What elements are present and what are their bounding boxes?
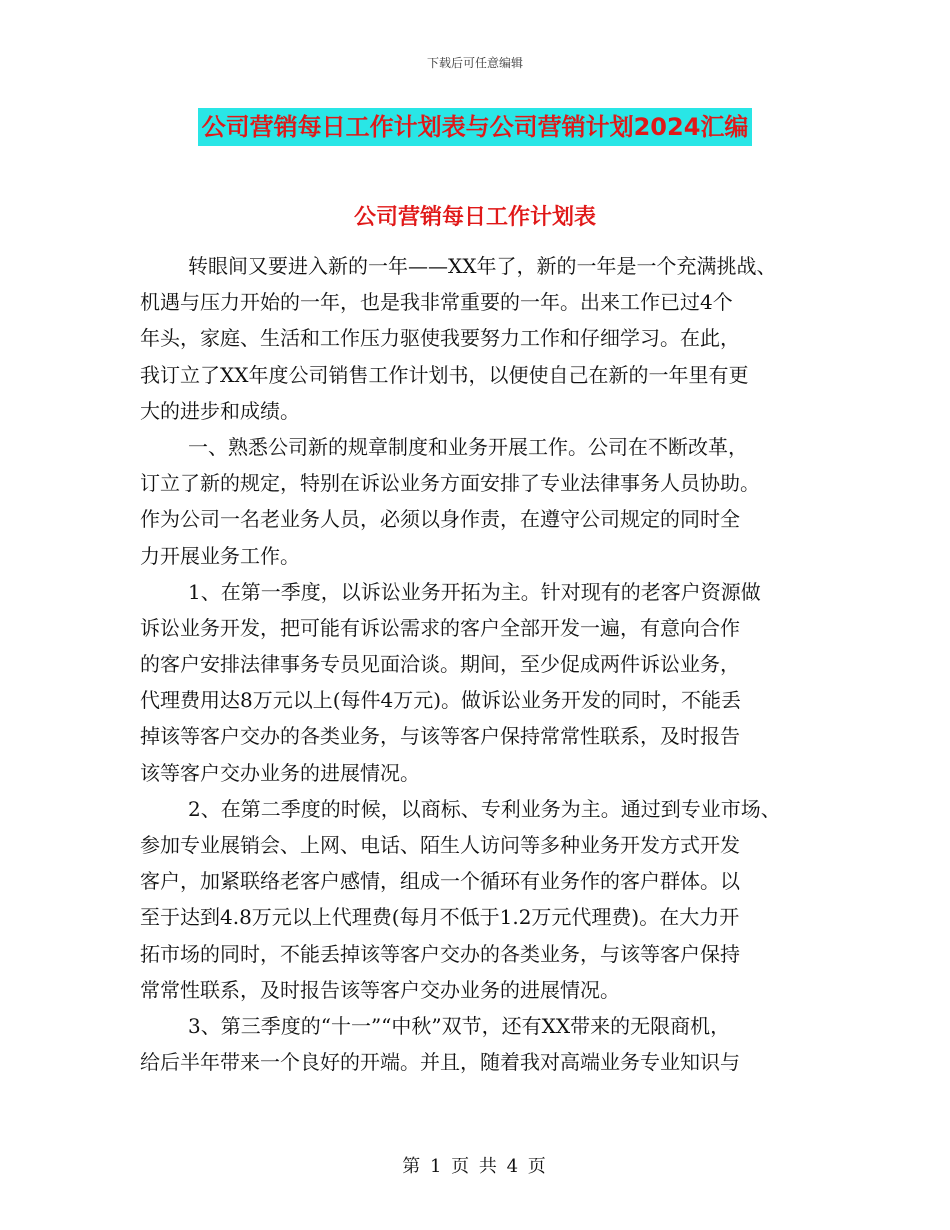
body-line: 年头，家庭、生活和工作压力驱使我要努力工作和仔细学习。在此，: [140, 326, 740, 351]
body-line: 给后半年带来一个良好的开端。并且，随着我对高端业务专业知识与: [140, 1050, 740, 1075]
body-line: 至于达到4.8万元以上代理费(每月不低于1.2万元代理费)。在大力开: [140, 905, 740, 930]
body-line: 3、第三季度的“十一”“中秋”双节，还有XX带来的无限商机，: [188, 1013, 731, 1038]
body-line: 诉讼业务开发，把可能有诉讼需求的客户全部开发一遍，有意向合作: [140, 615, 740, 640]
body-line: 我订立了XX年度公司销售工作计划书，以便使自己在新的一年里有更: [140, 362, 749, 387]
body-line: 1、在第一季度，以诉讼业务开拓为主。针对现有的老客户资源做: [188, 579, 761, 604]
body-line: 机遇与压力开始的一年，也是我非常重要的一年。出来工作已过4个: [140, 290, 733, 315]
header-note: 下载后可任意编辑: [426, 56, 523, 70]
body-line: 常常性联系，及时报告该等客户交办业务的进展情况。: [140, 977, 620, 1002]
body-line: 一、熟悉公司新的规章制度和业务开展工作。公司在不断改革，: [188, 434, 748, 459]
section-title: 公司营销每日工作计划表: [353, 205, 596, 230]
body-line: 该等客户交办业务的进展情况。: [140, 760, 420, 785]
body-line: 订立了新的规定，特别在诉讼业务方面安排了专业法律事务人员协助。: [140, 471, 760, 496]
body-line: 力开展业务工作。: [140, 543, 300, 568]
body-line: 大的进步和成绩。: [140, 398, 300, 423]
body-line: 掉该等客户交办的各类业务，与该等客户保持常常性联系，及时报告: [140, 724, 740, 749]
body-line: 拓市场的同时，不能丢掉该等客户交办的各类业务，与该等客户保持: [140, 941, 740, 966]
body-line: 2、在第二季度的时候，以商标、专利业务为主。通过到专业市场、: [188, 796, 781, 821]
body-line: 参加专业展销会、上网、电话、陌生人访问等多种业务开发方式开发: [140, 833, 740, 857]
body-line: 作为公司一名老业务人员，必须以身作责，在遵守公司规定的同时全: [140, 507, 740, 532]
body-line: 的客户安排法律事务专员见面洽谈。期间，至少促成两件诉讼业务，: [140, 652, 740, 677]
document-body: [140, 248, 820, 1080]
document-title-container: [0, 108, 950, 146]
body-line: 转眼间又要进入新的一年——XX年了，新的一年是一个充满挑战、: [188, 254, 777, 278]
body-line: 代理费用达8万元以上(每件4万元)。做诉讼业务开发的同时，不能丢: [140, 688, 742, 713]
body-line: 客户，加紧联络老客户感情，组成一个循环有业务作的客户群体。以: [140, 869, 740, 894]
document-title: 公司营销每日工作计划表与公司营销计划2024汇编: [198, 108, 753, 146]
page-footer: 第 1 页 共 4 页: [402, 1156, 548, 1177]
